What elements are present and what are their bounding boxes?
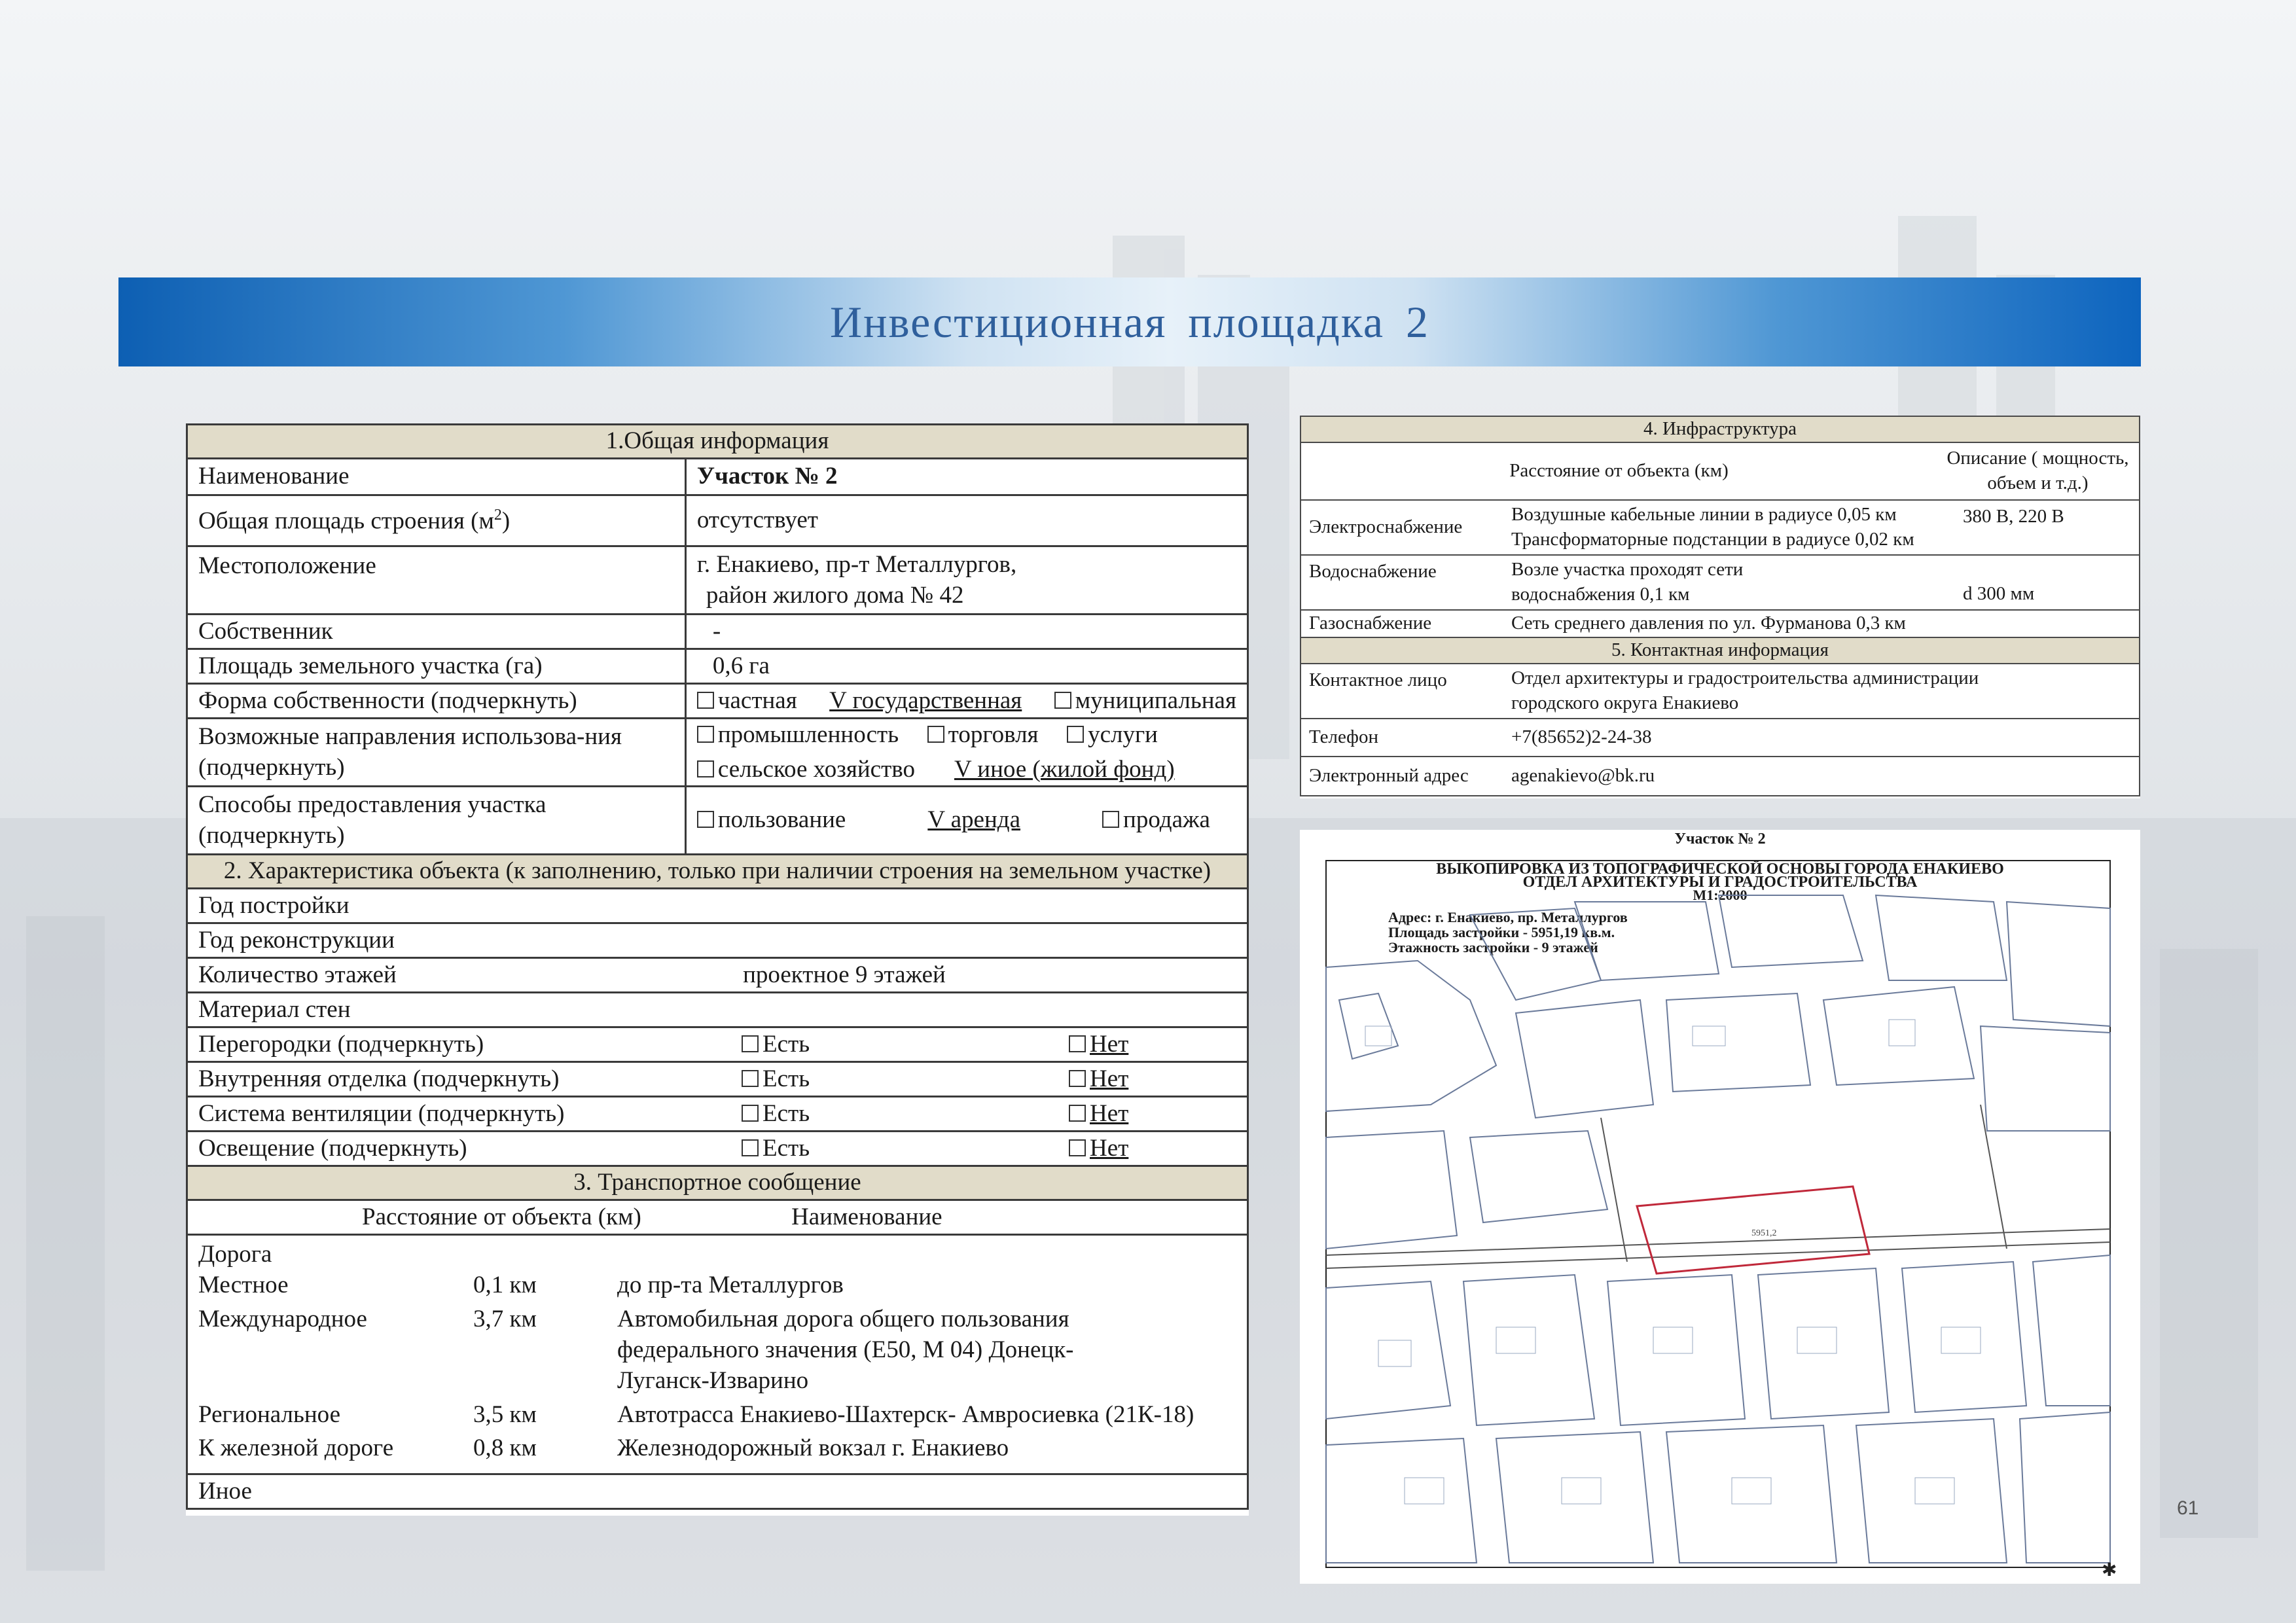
characteristics-section-header: 2. Характеристика объекта (к заполнению, только при наличии строения на земельном участке) (187, 855, 1248, 889)
contacts-section-header: 5. Контактная информация (1300, 637, 2140, 664)
name-label: Наименование (187, 459, 686, 495)
map-roads (1326, 1105, 2110, 1268)
water-label: Водоснабжение (1300, 555, 1503, 610)
area-label: Общая площадь строения $(м^2)$ (187, 495, 686, 546)
transport-row-distance: 0,8 км (473, 1435, 537, 1462)
land-area-value: 0,6 га (685, 649, 1247, 684)
usage-options (685, 719, 1247, 787)
transport-row-name: до пр-та Металлургов (617, 1272, 844, 1299)
owner-value: - (685, 615, 1247, 649)
map-heading-1: ВЫКОПИРОВКА ИЗ ТОПОГРАФИЧЕСКОЙ ОСНОВЫ ГОРОДА ЕНАКИЕВО (1436, 861, 2004, 878)
power-value: Воздушные кабельные линии в радиусе 0,05 км Трансформаторные подстанции в радиусе 0,02 км (1503, 500, 1937, 555)
location-value: г. Енакиево, пр-т Металлургов, район жилого дома № 42 (685, 546, 1247, 615)
title-banner (118, 277, 2141, 366)
usage-industry-option[interactable]: промышленность (697, 720, 899, 750)
usage-other-option[interactable]: V иное (жилой фонд) (954, 755, 1175, 783)
checkbox-icon (742, 1105, 759, 1122)
provision-label: Способы предоставления участка (подчеркнуть) (187, 787, 686, 855)
gas-value: Сеть среднего давления по ул. Фурманова 0,3 км (1503, 610, 2140, 637)
transport-row-distance: 0,1 км (473, 1272, 537, 1299)
ventilation-no-option[interactable]: Нет (1069, 1099, 1236, 1129)
transport-section-header: 3. Транспортное сообщение (187, 1166, 1248, 1200)
phone-label: Телефон (1300, 719, 1503, 757)
transport-columns-row (187, 1200, 1248, 1235)
usage-agriculture-option[interactable]: сельское хозяйство (697, 755, 915, 785)
checkbox-icon (742, 1139, 759, 1156)
power-desc: 380 В, 220 В (1937, 500, 2140, 555)
map-floors: Этажность застройки - 9 этажей (1388, 939, 1598, 956)
location-label: Местоположение (187, 546, 686, 615)
land-area-label: Площадь земельного участка (га) (187, 649, 686, 684)
north-arrow-icon: ✱ (2102, 1560, 2117, 1580)
ventilation-yes-option[interactable]: Есть (742, 1099, 1069, 1129)
partitions-yes-option[interactable]: Есть (742, 1029, 1069, 1060)
checkbox-icon (697, 760, 714, 777)
transport-row-distance: 3,7 км (473, 1305, 537, 1332)
checkbox-icon (1069, 1070, 1086, 1087)
infrastructure-table (1300, 416, 2140, 798)
finish-no-option[interactable]: Нет (1069, 1064, 1236, 1094)
lighting-no-option[interactable]: Нет (1069, 1133, 1236, 1164)
wall-material-label: Материал стен (187, 993, 1248, 1027)
transport-roads-block (187, 1235, 1248, 1474)
map-blocks (1326, 895, 2110, 1563)
water-desc: d 300 мм (1937, 555, 2140, 610)
ownership-municipal-option[interactable]: муниципальная (1054, 686, 1236, 716)
area-value: отсутствует (685, 495, 1247, 546)
checkbox-icon (742, 1035, 759, 1052)
infra-desc-header: Описание ( мощность, объем и т.д.) (1937, 442, 2140, 500)
contact-person-value: Отдел архитектуры и градостроительства администрации городского округа Енакиево (1503, 664, 2140, 719)
transport-row-name: Автотрасса Енакиево-Шахтерск- Амвросиевка (21К-18) (617, 1400, 1194, 1428)
transport-name-header: Наименование (791, 1203, 942, 1230)
transport-row-label: К железной дороге (198, 1435, 394, 1462)
usage-trade-option[interactable]: торговля (927, 720, 1039, 750)
floors-value: проектное 9 этажей (743, 961, 946, 988)
ventilation-row: Система вентиляции (подчеркнуть) Есть Нет (187, 1097, 1248, 1132)
finish-yes-option[interactable]: Есть (742, 1064, 1069, 1094)
map-heading-2: ОТДЕЛ АРХИТЕКТУРЫ И ГРАДОСТРОИТЕЛЬСТВА (1522, 874, 1918, 891)
ownership-options (685, 684, 1247, 719)
map-caption: Участок № 2 (1674, 830, 1766, 847)
checkbox-icon (927, 726, 944, 743)
lighting-yes-option[interactable]: Есть (742, 1133, 1069, 1164)
usage-services-option[interactable]: услуги (1067, 720, 1158, 750)
checkbox-icon (742, 1070, 759, 1087)
provision-sale-option[interactable]: продажа (1102, 805, 1210, 835)
checkbox-icon (1054, 692, 1071, 709)
road-label: Дорога (198, 1241, 272, 1268)
object-info-table (186, 423, 1249, 1516)
checkbox-icon (1069, 1035, 1086, 1052)
gas-label: Газоснабжение (1300, 610, 1503, 637)
provision-use-option[interactable]: пользование (697, 805, 846, 835)
name-value: Участок № 2 (685, 459, 1247, 495)
email-label: Электронный адрес (1300, 757, 1503, 796)
water-value: Возле участка проходят сети водоснабжения 0,1 км (1503, 555, 1937, 610)
checkbox-icon (697, 811, 714, 828)
checkbox-icon (1102, 811, 1119, 828)
partitions-row: Перегородки (подчеркнуть) Есть Нет (187, 1027, 1248, 1062)
power-label: Электроснабжение (1300, 500, 1503, 555)
lighting-row: Освещение (подчеркнуть) Есть Нет (187, 1132, 1248, 1166)
ownership-state-option[interactable]: V государственная (829, 687, 1022, 714)
other-label: Иное (187, 1474, 1248, 1509)
phone-value: +7(85652)2-24-38 (1503, 719, 2140, 757)
page-number: 61 (2177, 1497, 2199, 1519)
transport-row-distance: 3,5 км (473, 1400, 537, 1428)
partitions-no-option[interactable]: Нет (1069, 1029, 1236, 1060)
usage-label: Возможные направления использова-ния (подчеркнуть) (187, 719, 686, 787)
map-address: Адрес: г. Енакиево, пр. Металлургов (1388, 909, 1628, 925)
transport-distance-header: Расстояние от объекта (км) (362, 1203, 641, 1230)
general-section-header: 1.Общая информация (187, 425, 1248, 459)
built-year-label: Год постройки (187, 889, 1248, 923)
provision-options (685, 787, 1247, 855)
checkbox-icon (697, 692, 714, 709)
floors-label: Количество этажей (198, 961, 397, 988)
ownership-label: Форма собственности (подчеркнуть) (187, 684, 686, 719)
contact-person-label: Контактное лицо (1300, 664, 1503, 719)
ownership-private-option[interactable]: частная (697, 686, 797, 716)
map-drawing (1300, 830, 2140, 1584)
map-built-area: Площадь застройки - 5951,19 кв.м. (1388, 924, 1615, 941)
checkbox-icon (1069, 1139, 1086, 1156)
topographic-map (1300, 830, 2140, 1584)
map-scale: М1:2000 (1693, 887, 1748, 903)
transport-row-name: Автомобильная дорога общего пользования федерального значения (E50, М 04) Донецк-Луганск-Изварино (617, 1305, 1074, 1395)
transport-row-name: Железнодорожный вокзал г. Енакиево (617, 1435, 1009, 1462)
transport-row-label: Местное (198, 1272, 289, 1299)
checkbox-icon (1067, 726, 1084, 743)
plot-area-label: 5951,2 (1751, 1228, 1777, 1238)
transport-list (198, 1270, 1236, 1463)
owner-label: Собственник (187, 615, 686, 649)
transport-row-label: Региональное (198, 1400, 341, 1428)
email-value[interactable]: agenakievo@bk.ru (1503, 757, 2140, 796)
infra-distance-header: Расстояние от объекта (км) (1300, 442, 1937, 500)
page-title: Инвестиционная площадка 2 (829, 296, 1430, 347)
transport-row-label: Международное (198, 1305, 367, 1332)
reconstruction-year-label: Год реконструкции (187, 923, 1248, 958)
infrastructure-section-header: 4. Инфраструктура (1300, 416, 2140, 442)
provision-lease-option[interactable]: V аренда (927, 806, 1021, 834)
checkbox-icon (697, 726, 714, 743)
checkbox-icon (1069, 1105, 1086, 1122)
finish-row: Внутренняя отделка (подчеркнуть) Есть Нет (187, 1062, 1248, 1097)
floors-row (187, 958, 1248, 993)
